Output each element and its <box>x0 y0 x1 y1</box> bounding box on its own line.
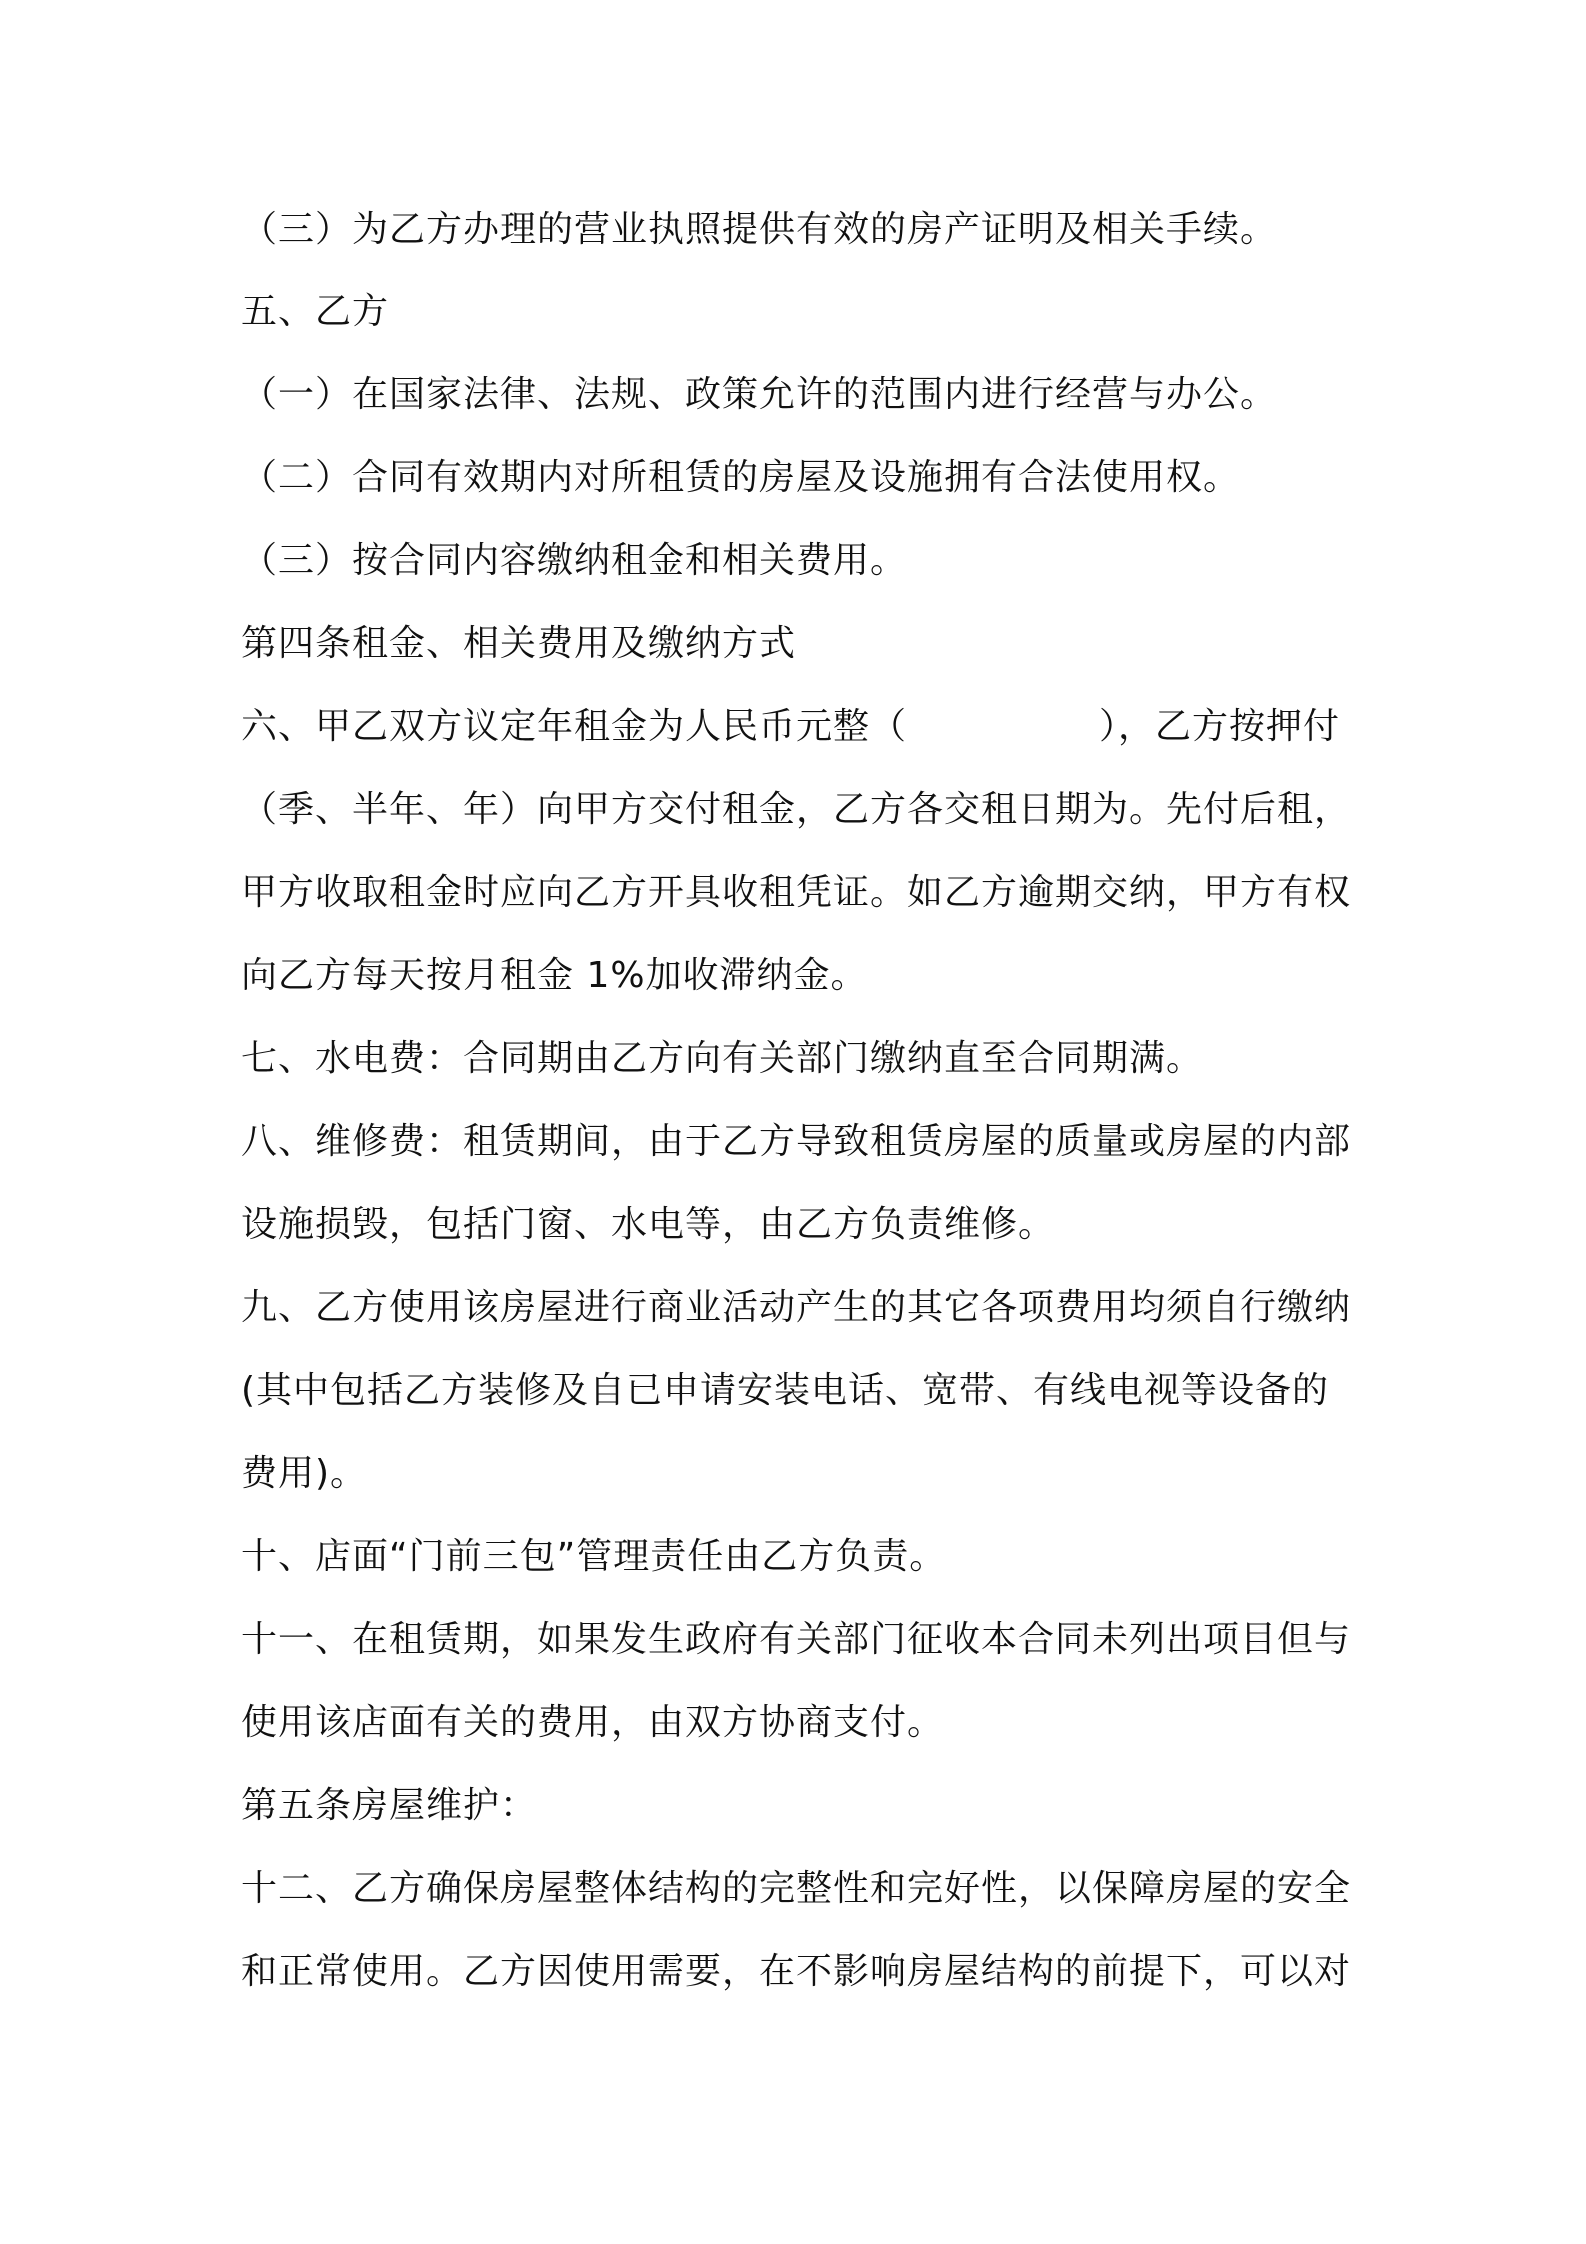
text-line: 向乙方每天按月租金 1%加收滞纳金。 <box>241 955 868 996</box>
text-line: （二）合同有效期内对所租赁的房屋及设施拥有合法使用权。 <box>241 457 1241 498</box>
rent-line-after: ），乙方按押付 <box>1099 706 1341 747</box>
text-line: 十、店面“门前三包”管理责任由乙方负责。 <box>241 1536 947 1577</box>
text-line: （季、半年、年）向甲方交付租金，乙方各交租日期为。先付后租， <box>241 789 1352 830</box>
rent-line <box>241 703 1361 751</box>
text-line: 八、维修费：租赁期间，由于乙方导致租赁房屋的质量或房屋的内部 <box>241 1121 1352 1162</box>
text-line: （三）为乙方办理的营业执照提供有效的房产证明及相关手续。 <box>241 209 1278 250</box>
text-line: 十一、在租赁期，如果发生政府有关部门征收本合同未列出项目但与 <box>241 1619 1352 1660</box>
text-line: 七、水电费：合同期由乙方向有关部门缴纳直至合同期满。 <box>241 1038 1204 1079</box>
text-line: (其中包括乙方装修及自已申请安装电话、宽带、有线电视等设备的 <box>241 1370 1330 1411</box>
article-heading: 第四条租金、相关费用及缴纳方式 <box>241 623 797 664</box>
section-heading: 五、乙方 <box>241 291 390 332</box>
text-line: 使用该店面有关的费用，由双方协商支付。 <box>241 1702 945 1743</box>
text-line: （一）在国家法律、法规、政策允许的范围内进行经营与办公。 <box>241 374 1278 415</box>
text-line: 十二、乙方确保房屋整体结构的完整性和完好性，以保障房屋的安全 <box>241 1868 1352 1909</box>
text-line: 费用)。 <box>241 1453 368 1494</box>
text-line: （三）按合同内容缴纳租金和相关费用。 <box>241 540 908 581</box>
text-line: 九、乙方使用该房屋进行商业活动产生的其它各项费用均须自行缴纳 <box>241 1287 1352 1328</box>
article-heading: 第五条房屋维护： <box>241 1785 538 1826</box>
text-line: 甲方收取租金时应向乙方开具收租凭证。如乙方逾期交纳，甲方有权 <box>241 872 1352 913</box>
rent-line-before: 六、甲乙双方议定年租金为人民币元整（ <box>241 706 908 747</box>
text-line: 设施损毁，包括门窗、水电等，由乙方负责维修。 <box>241 1204 1056 1245</box>
text-line: 和正常使用。乙方因使用需要，在不影响房屋结构的前提下，可以对 <box>241 1951 1352 1992</box>
